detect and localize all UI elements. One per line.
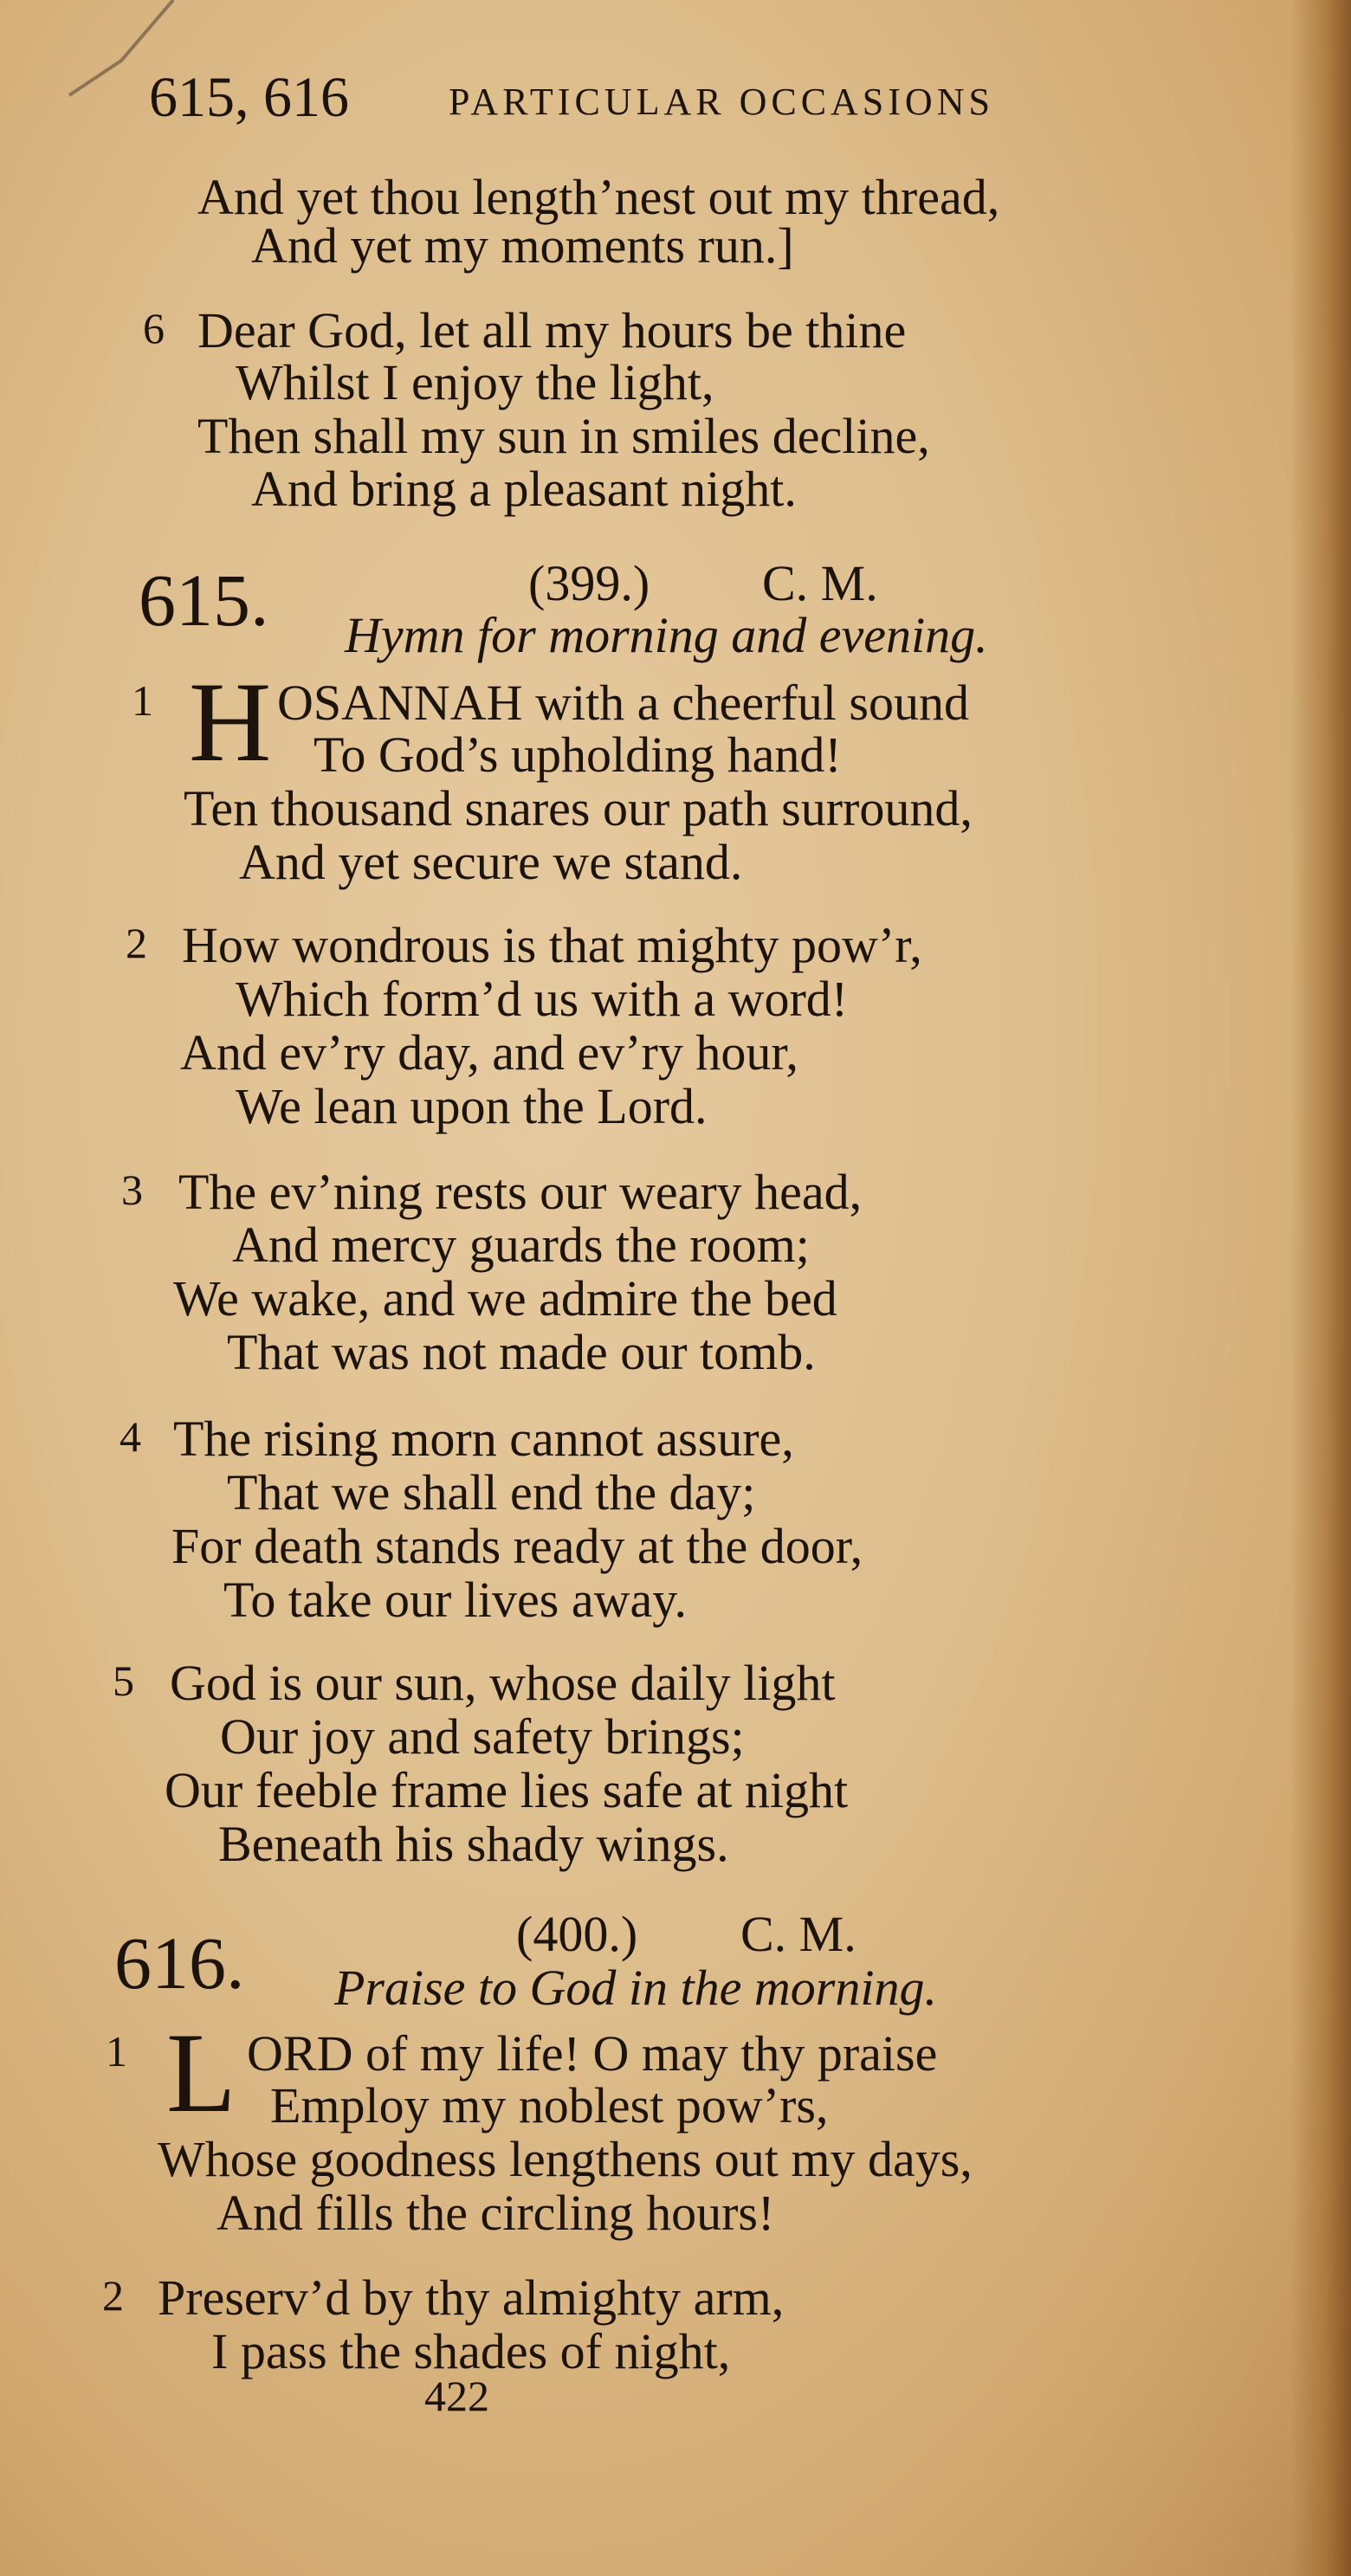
verse-number: 1 <box>106 2027 127 2076</box>
page-number: 422 <box>424 2372 489 2420</box>
header-hymn-numbers: 615, 616 <box>149 66 349 129</box>
verse-number: 4 <box>120 1412 141 1461</box>
hymn-number: 615. <box>139 558 269 642</box>
verse-line: Whose goodness lengthens out my days, <box>158 2131 973 2187</box>
verse-line: Which form’d us with a word! <box>236 971 849 1027</box>
verse-line: And fills the circling hours! <box>217 2185 775 2241</box>
verse-line: Beneath his shady wings. <box>218 1816 729 1872</box>
verse-line: ORD of my life! O may thy praise <box>247 2025 938 2082</box>
verse-line: Our joy and safety brings; <box>220 1708 745 1765</box>
verse-line: God is our sun, whose daily light <box>170 1655 836 1711</box>
verse-line: For death stands ready at the door, <box>171 1518 863 1574</box>
verse-line: Preserv’d by thy almighty arm, <box>158 2269 785 2326</box>
hymn-reference: (399.) <box>528 555 650 611</box>
verse-line: We wake, and we admire the bed <box>173 1270 837 1327</box>
continuation-line: And yet thou length’nest out my thread, <box>197 169 1000 225</box>
verse-line: And mercy guards the room; <box>232 1217 810 1273</box>
hymn-title: Hymn for morning and evening. <box>345 607 988 663</box>
verse-number: 2 <box>102 2271 124 2320</box>
verse-line: The ev’ning rests our weary head, <box>178 1164 863 1220</box>
verse-line: Whilst I enjoy the light, <box>236 354 714 410</box>
drop-cap: L <box>166 2009 236 2136</box>
verse-line: Ten thousand snares our path surround, <box>184 780 973 836</box>
verse-line: That we shall end the day; <box>227 1464 756 1520</box>
hymn-meter: C. M. <box>740 1906 856 1962</box>
verse-line: To God’s upholding hand! <box>314 726 842 783</box>
verse-line: And ev’ry day, and ev’ry hour, <box>180 1024 798 1081</box>
verse-line: Our feeble frame lies safe at night <box>165 1762 849 1818</box>
verse-number: 5 <box>113 1656 134 1705</box>
hymn-reference: (400.) <box>516 1906 638 1962</box>
hymn-number: 616. <box>114 1921 245 2005</box>
verse-line: The rising morn cannot assure, <box>173 1411 794 1467</box>
verse-number: 2 <box>126 919 147 967</box>
page-edge-shading <box>1290 0 1351 2576</box>
verse-line: And yet secure we stand. <box>239 834 743 890</box>
verse-number: 3 <box>121 1165 143 1214</box>
verse-line: I pass the shades of night, <box>211 2323 731 2379</box>
verse-line: And bring a pleasant night. <box>251 461 797 517</box>
drop-cap: H <box>189 658 272 785</box>
verse-line: Dear God, let all my hours be thine <box>197 302 907 358</box>
verse-line: Then shall my sun in smiles decline, <box>197 408 930 464</box>
hymn-title: Praise to God in the morning. <box>334 1959 937 2016</box>
verse-number: 6 <box>143 304 165 352</box>
verse-line: To take our lives away. <box>223 1572 687 1628</box>
continuation-line: And yet my moments run.] <box>251 217 794 274</box>
verse-line: We lean upon the Lord. <box>236 1078 708 1134</box>
verse-line: OSANNAH with a cheerful sound <box>277 675 969 731</box>
verse-line: How wondrous is that mighty pow’r, <box>182 917 922 973</box>
verse-line: Employ my noblest pow’rs, <box>270 2077 829 2134</box>
verse-line: That was not made our tomb. <box>227 1324 816 1380</box>
header-section-title: PARTICULAR OCCASIONS <box>449 81 994 123</box>
hymn-meter: C. M. <box>762 555 878 611</box>
verse-number: 1 <box>132 676 153 725</box>
